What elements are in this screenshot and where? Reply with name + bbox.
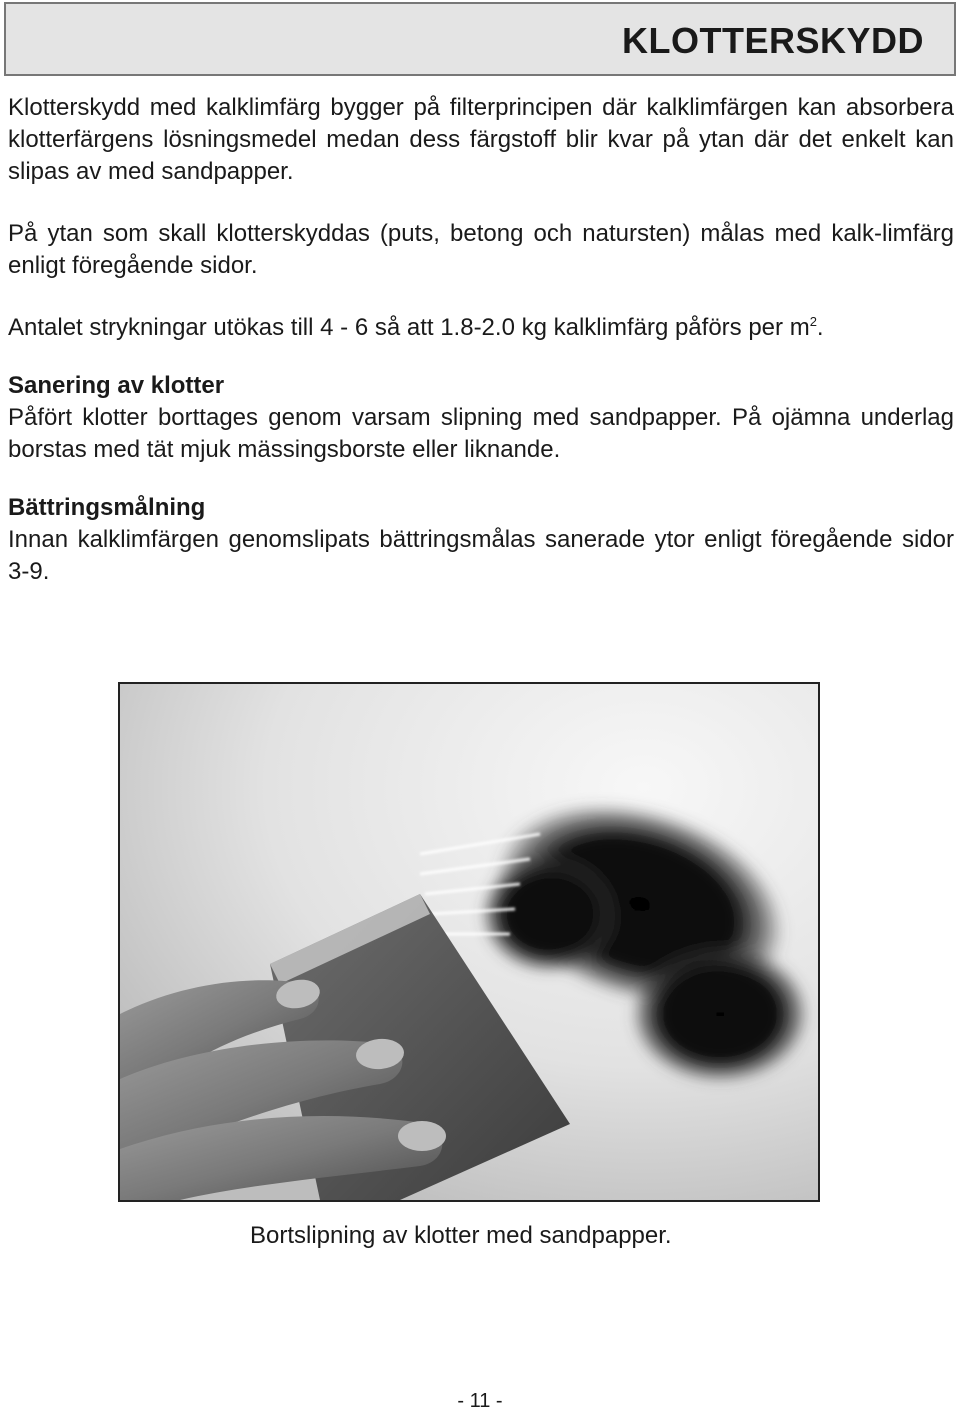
figure-caption: Bortslipning av klotter med sandpapper. <box>250 1222 672 1249</box>
section-battringsmalning <box>8 492 954 588</box>
coats-end: . <box>816 314 824 341</box>
section-heading: Bättringsmålning <box>8 494 206 521</box>
square-superscript: 2 <box>809 314 817 329</box>
page-title: KLOTTERSKYDD <box>622 20 924 61</box>
sanding-illustration <box>120 684 818 1200</box>
coats-text: Antalet strykningar utökas till 4 - 6 så att 1.8-2.0 kg kalklimfärg påförs per m <box>8 314 810 341</box>
coats-paragraph <box>8 312 954 344</box>
section-heading: Sanering av klotter <box>8 372 225 399</box>
section-body: Påfört klotter borttages genom varsam slipning med sandpapper. På ojämna underlag borstas med tät mjuk mässingsborste eller liknande. <box>8 404 954 463</box>
surface-paragraph: På ytan som skall klotterskyddas (puts, betong och natursten) målas med kalk-limfärg enligt föregående sidor. <box>8 220 954 279</box>
intro-paragraph: Klotterskydd med kalklimfärg bygger på filterprincipen där kalklimfärgen kan absorbera klotterfärgens lösningsmedel medan dess färgstoff blir kvar på ytan där det enkelt kan slipas av med sandpapper. <box>8 94 954 185</box>
page-number: - 11 - <box>457 1390 503 1412</box>
sanding-photo <box>118 682 820 1202</box>
section-sanering <box>8 370 954 466</box>
document-body <box>8 92 954 588</box>
section-body: Innan kalklimfärgen genomslipats bättringsmålas sanerade ytor enligt föregående sidor 3-9. <box>8 526 954 585</box>
title-banner <box>4 2 956 76</box>
